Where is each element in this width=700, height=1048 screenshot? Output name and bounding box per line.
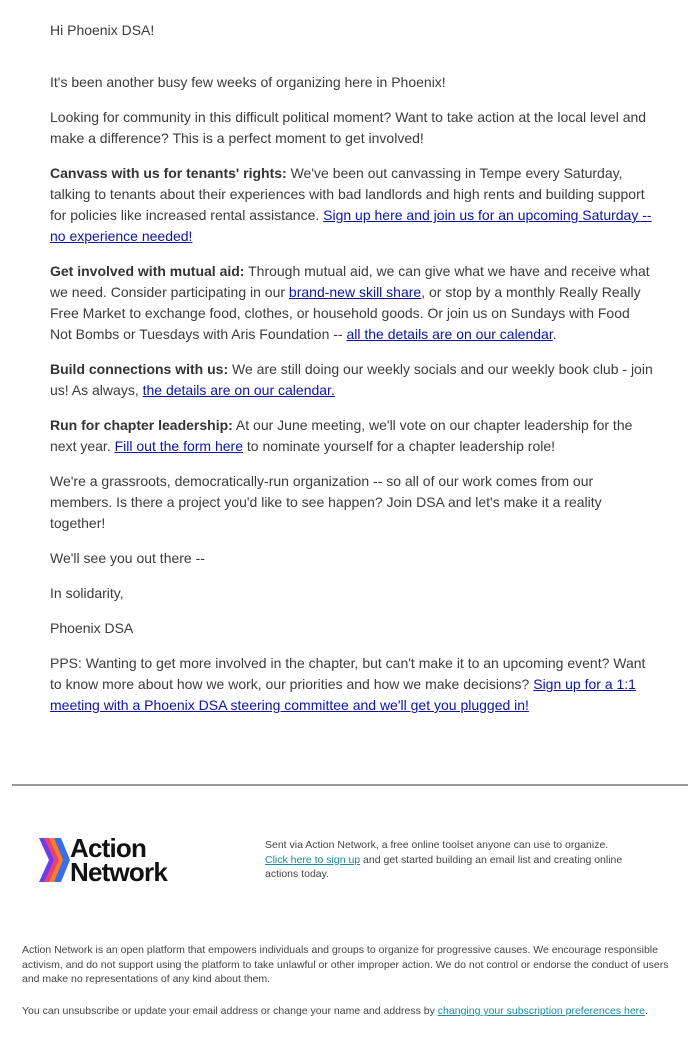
lead-paragraph: Looking for community in this difficult political moment? Want to take action at the local level and make a difference? This is a perfect moment to get involved! xyxy=(50,109,647,146)
mutual-aid-heading: Get involved with mutual aid: xyxy=(50,263,245,279)
mutual-aid-text-2: , or stop by a monthly Really Really Free Market to exchange food, clothes, or household goods. Or join us on Sundays with Food Not Bombs or Tuesdays with Aris Foundation -- xyxy=(50,284,641,342)
unsubscribe-text: You can unsubscribe or update your email address or change your name and address by xyxy=(22,1005,438,1017)
signature: Phoenix DSA xyxy=(50,620,134,636)
mutual-aid-text-1: Through mutual aid, we can give what we have and receive what we need. Consider participating in our xyxy=(50,263,650,300)
leadership-heading: Run for chapter leadership: xyxy=(50,417,233,433)
footer-divider xyxy=(12,784,688,786)
connections-text: We are still doing our weekly socials and our weekly book club - join us! As always, xyxy=(50,361,653,398)
pps-paragraph xyxy=(50,653,655,716)
connections-calendar-link[interactable]: the details are on our calendar. xyxy=(142,382,335,398)
unsubscribe-line xyxy=(22,1004,692,1019)
pps-text: PPS: Wanting to get more involved in the chapter, but can't make it to an upcoming event? Want to know more about how we work, our priorities and how we make decisions? xyxy=(50,655,646,692)
closing-line: In solidarity, xyxy=(50,585,124,601)
canvass-paragraph xyxy=(50,163,655,247)
nomination-form-link[interactable]: Fill out the form here xyxy=(114,438,243,454)
calendar-link[interactable]: all the details are on our calendar xyxy=(346,326,553,342)
sent-via-line: Sent via Action Network, a free online toolset anyone can use to organize. xyxy=(265,839,609,851)
connections-paragraph xyxy=(50,359,655,401)
logo-line-1: Action xyxy=(70,833,147,863)
mutual-aid-text-3: . xyxy=(552,326,557,342)
intro-paragraph: It's been another busy few weeks of organizing here in Phoenix! xyxy=(50,74,446,90)
leadership-paragraph xyxy=(50,415,655,457)
logo-wordmark xyxy=(70,833,167,887)
unsubscribe-end: . xyxy=(645,1005,648,1017)
canvass-signup-link[interactable]: Sign up here and join us for an upcoming Saturday -- no experience needed! xyxy=(50,207,652,244)
greeting: Hi Phoenix DSA! xyxy=(50,22,155,38)
canvass-heading: Canvass with us for tenants' rights: xyxy=(50,165,287,181)
skill-share-link[interactable]: brand-new skill share xyxy=(288,284,422,300)
canvass-text: We've been out canvassing in Tempe every Saturday, talking to tenants about their experiences with bad landlords and high rents and building support for policies like increased rental assistance. xyxy=(50,165,645,223)
one-on-one-signup-link[interactable]: Sign up for a 1:1 meeting with a Phoenix DSA steering committee and we'll get you plugged in! xyxy=(50,676,636,713)
email-body xyxy=(50,20,655,730)
connections-heading: Build connections with us: xyxy=(50,361,229,377)
signup-rest-text: and get started building an email list and creating online actions today. xyxy=(265,853,623,880)
sent-via-text xyxy=(265,838,635,882)
subscription-preferences-link[interactable]: changing your subscription preferences here xyxy=(437,1005,646,1017)
mutual-aid-paragraph xyxy=(50,261,655,345)
leadership-text-1: At our June meeting, we'll vote on our chapter leadership for the next year. xyxy=(50,417,633,454)
action-network-logo[interactable] xyxy=(38,833,198,887)
logo-line-2: Network xyxy=(70,857,167,887)
leadership-text-2: to nominate yourself for a chapter leadership role! xyxy=(242,438,556,454)
grassroots-paragraph: We're a grassroots, democratically-run organization -- so all of our work comes from our members. Is there a project you'd like to see happen? Join DSA and let's make it a reality together! xyxy=(50,473,602,531)
disclaimer: Action Network is an open platform that empowers individuals and groups to organize for progressive causes. We encourage responsible activism, and do not support using the platform to take unlawful or other improper action. We do not control or endorse the conduct of users and make no representations of any kind about them. xyxy=(22,944,669,985)
see-you-line: We'll see you out there -- xyxy=(50,550,205,566)
logo-chevrons-icon xyxy=(38,836,70,884)
action-network-signup-link[interactable]: Click here to sign up xyxy=(265,853,361,866)
